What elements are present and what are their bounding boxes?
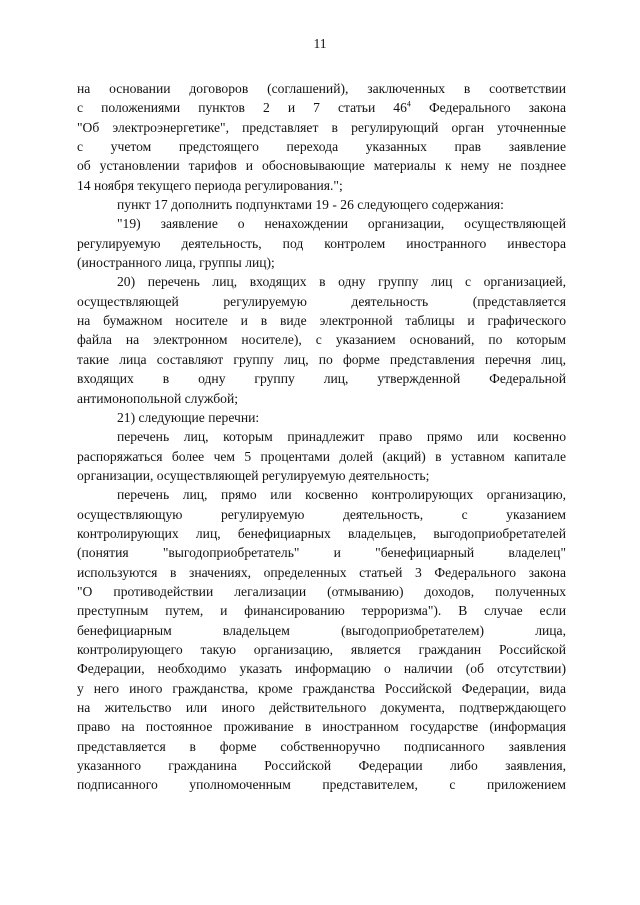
text-line: пункт 17 дополнить подпунктами 19 - 26 следующего содержания:: [117, 197, 504, 213]
text-line: осуществляющую регулируемую деятельность, с указанием: [77, 506, 566, 522]
text-line: перечень лиц, прямо или косвенно контролирующих организацию,: [117, 487, 566, 503]
text-line: на основании договоров (соглашений), заключенных в соответствии: [77, 81, 566, 96]
text-span: Федерального закона: [428, 100, 566, 116]
text-line: преступным путем, и финансированию терроризма"). В случае если: [77, 603, 566, 619]
text-line: подписанного уполномоченным представителем, с приложением: [77, 777, 566, 793]
text-line: такие лица составляют группу лиц, по форме представления перечня лиц,: [77, 351, 566, 367]
text-line: "О противодействии легализации (отмыванию) доходов, полученных: [77, 583, 566, 599]
text-line: организации, осуществляющей регулируемую деятельность;: [77, 467, 430, 483]
text-line: указанного гражданина Российской Федерации либо заявления,: [77, 758, 566, 774]
text-line: (иностранного лица, группы лиц);: [77, 255, 275, 271]
text-line: об установлении тарифов и обосновывающие материалы к нему не позднее: [77, 158, 566, 174]
text-line: "Об электроэнергетике", представляет в регулирующий орган уточненные: [77, 119, 566, 135]
text-line: 20) перечень лиц, входящих в одну группу лиц с организацией,: [117, 274, 566, 290]
document-body: [77, 79, 566, 795]
text-line: [77, 98, 566, 117]
page-number: 11: [313, 36, 327, 51]
text-line: контролирующих лиц, бенефициарных владельцев, выгодоприобретателей: [77, 525, 566, 541]
text-line: осуществляющей регулируемую деятельность (представляется: [77, 293, 566, 309]
text-line: бенефициарным владельцем (выгодоприобретателем) лица,: [77, 622, 566, 638]
text-line: на бумажном носителе и в виде электронной таблицы и графического: [77, 313, 566, 329]
text-line: файла на электронном носителе), с указанием оснований, по которым: [77, 332, 566, 348]
text-line: регулируемую деятельность, под контролем иностранного инвестора: [77, 235, 566, 251]
text-line: контролирующего такую организацию, является гражданин Российской: [77, 641, 566, 657]
text-span: с положениями пунктов 2 и 7 статьи 46: [77, 100, 407, 116]
text-line: антимонопольной службой;: [77, 390, 239, 406]
text-line: (понятия "выгодоприобретатель" и "бенефициарный владелец": [77, 545, 566, 561]
text-line: представляется в форме собственноручно подписанного заявления: [77, 738, 566, 754]
text-line: 14 ноября текущего периода регулирования.";: [77, 177, 343, 193]
text-line: распоряжаться более чем 5 процентами долей (акций) в уставном капитале: [77, 448, 566, 464]
text-line: входящих в одну группу лиц, утвержденной Федеральной: [77, 371, 566, 387]
text-line: право на постоянное проживание в иностранном государстве (информация: [77, 719, 566, 735]
text-line: используются в значениях, определенных статьей 3 Федерального закона: [77, 564, 566, 580]
superscript: 4: [406, 99, 411, 109]
text-line: на жительство или иного действительного документа, подтверждающего: [77, 700, 566, 715]
text-line: у него иного гражданства, кроме гражданства Российской Федерации, вида: [77, 680, 566, 696]
text-line: "19) заявление о ненахождении организации, осуществляющей: [117, 216, 566, 232]
text-line: перечень лиц, которым принадлежит право прямо или косвенно: [117, 429, 566, 445]
text-line: с учетом предстоящего перехода указанных прав заявление: [77, 139, 566, 155]
text-line: Федерации, необходимо указать информацию о наличии (об отсутствии): [77, 661, 566, 677]
text-line: 21) следующие перечни:: [117, 409, 260, 425]
